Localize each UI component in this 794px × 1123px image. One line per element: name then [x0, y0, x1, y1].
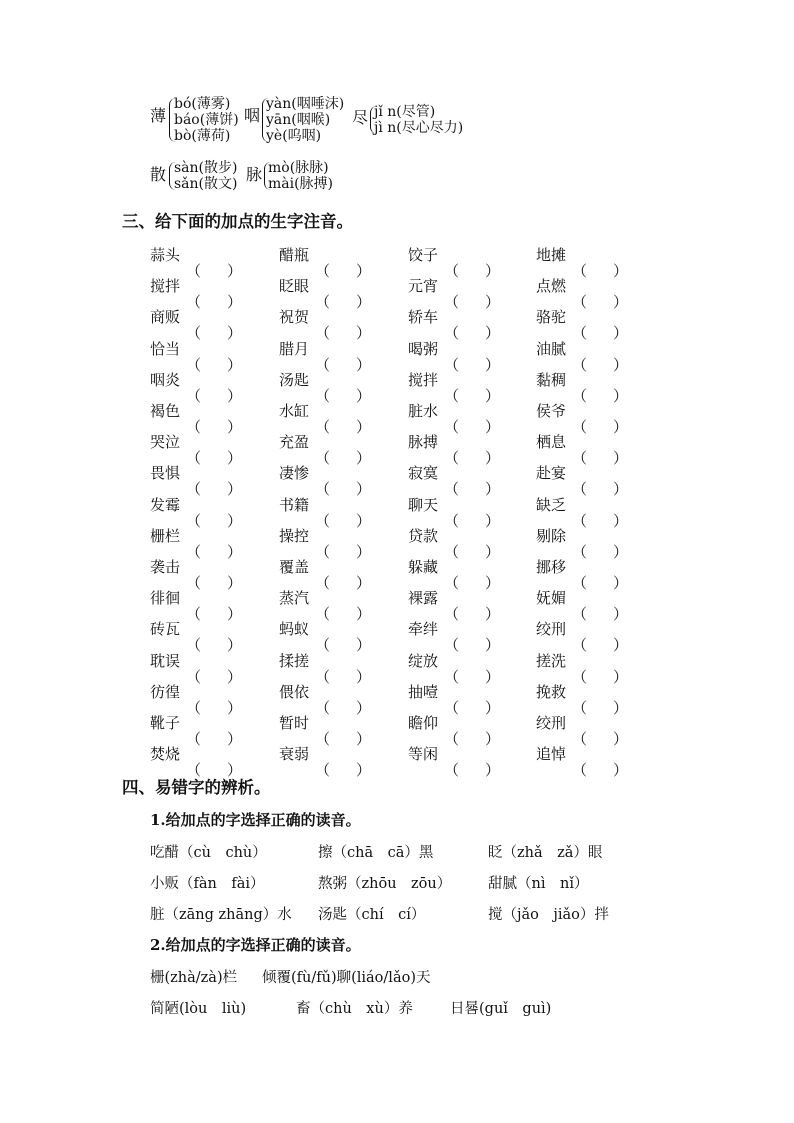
word-text: 衰弱 — [279, 745, 310, 764]
word-text: 蒸汽 — [279, 589, 310, 608]
word-text: 耽误 — [150, 651, 181, 670]
polyphone-char: 尽 — [352, 108, 369, 127]
word-text: 饺子 — [408, 246, 439, 264]
word-text: 绞刑 — [536, 714, 567, 732]
word-text: 发霉 — [150, 495, 181, 514]
word-item — [279, 743, 371, 764]
word-item — [536, 494, 628, 515]
word-text: 缺乏 — [536, 495, 567, 514]
word-item — [279, 244, 371, 265]
word-item — [150, 462, 242, 483]
word-text: 黏稠 — [536, 370, 567, 389]
word-text: 搅拌 — [150, 277, 181, 296]
word-text: 追悼 — [536, 745, 567, 764]
word-item — [150, 556, 242, 577]
question-item: 畜（chù xù）养 — [296, 1001, 413, 1017]
word-item — [536, 244, 628, 265]
word-text: 醋瓶 — [279, 246, 310, 264]
word-text: 赴宴 — [536, 464, 567, 483]
word-text: 抽噎 — [408, 682, 439, 701]
reading: yān(咽喉) — [266, 112, 331, 128]
section-3-title: 三、给下面的加点的生字注音。 — [122, 212, 353, 231]
polyphone-char: 脉 — [246, 165, 263, 184]
word-text: 躲藏 — [408, 558, 439, 576]
word-text: 牵绊 — [408, 620, 439, 639]
word-text: 妩媚 — [536, 589, 567, 608]
reading: jǐ n(尽管) — [374, 104, 436, 120]
word-text: 充盈 — [279, 433, 310, 452]
word-text: 骆驼 — [536, 308, 567, 327]
word-item — [408, 525, 500, 546]
word-item — [150, 244, 242, 265]
reading: yàn(咽唾沫) — [266, 96, 345, 112]
word-item — [150, 369, 242, 390]
word-item — [536, 306, 628, 327]
word-item — [150, 431, 242, 452]
question-item: 脏（zāng zhāng）水 — [150, 907, 292, 923]
word-item — [279, 587, 371, 608]
word-text: 裸露 — [408, 589, 439, 608]
word-text: 汤匙 — [279, 370, 310, 389]
question-1-title: 1.给加点的字选择正确的读音。 — [150, 811, 361, 829]
word-item — [408, 400, 500, 421]
word-item — [536, 587, 628, 608]
word-item — [408, 712, 500, 733]
word-text: 栖息 — [536, 433, 567, 452]
word-item — [279, 400, 371, 421]
word-text: 油腻 — [536, 339, 567, 358]
word-item — [279, 275, 371, 296]
word-text: 徘徊 — [150, 589, 181, 608]
question-item: 搅（jǎo jiǎo）拌 — [488, 907, 609, 923]
question-item: 吃醋（cù chù） — [150, 845, 267, 861]
word-text: 袭击 — [150, 558, 181, 576]
word-item — [279, 618, 371, 639]
word-item — [279, 462, 371, 483]
word-item — [408, 306, 500, 327]
word-item — [536, 369, 628, 390]
word-item — [536, 431, 628, 452]
word-text: 眨眼 — [279, 277, 310, 296]
word-item — [536, 681, 628, 702]
word-item — [408, 618, 500, 639]
word-text: 寂寞 — [408, 464, 439, 483]
word-item — [279, 338, 371, 359]
word-item — [408, 743, 500, 764]
word-text: 覆盖 — [279, 558, 310, 576]
word-item — [408, 338, 500, 359]
word-item — [150, 681, 242, 702]
word-item — [279, 369, 371, 390]
word-text: 偎依 — [279, 682, 310, 701]
reading: yè(呜咽) — [266, 128, 322, 144]
question-item: 倾覆(fù/fǔ)聊(liáo/lǎo)天 — [262, 970, 431, 986]
word-text: 祝贺 — [279, 308, 310, 327]
word-item — [150, 275, 242, 296]
word-item — [408, 587, 500, 608]
word-text: 聊天 — [408, 495, 439, 514]
word-text: 栅栏 — [150, 526, 181, 545]
word-text: 靴子 — [150, 714, 181, 732]
question-item: 栅(zhà/zà)栏 — [150, 970, 238, 986]
word-item — [408, 650, 500, 671]
reading: mò(脉脉) — [268, 160, 329, 176]
word-text: 点燃 — [536, 277, 567, 296]
word-item — [408, 275, 500, 296]
question-item: 日晷(guǐ guì) — [450, 1001, 552, 1017]
word-item — [536, 462, 628, 483]
word-item — [536, 712, 628, 733]
word-text: 剔除 — [536, 526, 567, 545]
word-text: 地摊 — [536, 246, 567, 264]
word-text: 搅拌 — [408, 370, 439, 389]
word-item — [150, 618, 242, 639]
word-item — [279, 494, 371, 515]
word-item — [279, 681, 371, 702]
word-text: 焚烧 — [150, 745, 181, 764]
question-item: 简陋(lòu liù) — [150, 1001, 247, 1017]
word-item — [408, 494, 500, 515]
word-item — [536, 556, 628, 577]
reading: jì n(尽心尽力) — [374, 120, 464, 136]
word-item — [536, 400, 628, 421]
word-text: 凄惨 — [279, 464, 310, 483]
reading: bò(薄荷) — [174, 128, 231, 144]
reading: báo(薄饼) — [174, 112, 239, 128]
word-text: 瞻仰 — [408, 714, 439, 732]
word-text: 挽救 — [536, 682, 567, 701]
word-text: 挪移 — [536, 558, 567, 576]
word-text: 书籍 — [279, 495, 310, 514]
word-item — [536, 650, 628, 671]
section-4-title: 四、易错字的辨析。 — [122, 778, 271, 797]
reading: sǎn(散文) — [174, 176, 238, 192]
word-text: 砖瓦 — [150, 620, 181, 639]
word-text: 蚂蚁 — [279, 620, 310, 639]
word-text: 侯爷 — [536, 402, 567, 420]
word-item — [536, 743, 628, 764]
word-text: 咽炎 — [150, 370, 181, 389]
word-item — [150, 712, 242, 733]
word-text: 哭泣 — [150, 433, 181, 452]
word-item — [408, 462, 500, 483]
word-item — [408, 244, 500, 265]
word-item — [150, 338, 242, 359]
polyphone-char: 薄 — [150, 106, 167, 125]
word-item — [408, 431, 500, 452]
question-item: 眨（zhǎ zǎ）眼 — [488, 845, 603, 861]
word-text: 腊月 — [279, 339, 310, 358]
word-item — [279, 712, 371, 733]
reading: sàn(散步) — [174, 160, 238, 176]
question-item: 汤匙（chí cí） — [318, 907, 426, 923]
word-item — [536, 525, 628, 546]
question-item: 甜腻（nì nǐ） — [488, 876, 589, 892]
word-text: 彷徨 — [150, 682, 181, 701]
word-text: 商贩 — [150, 308, 181, 327]
question-item: 熬粥（zhōu zōu） — [318, 876, 452, 892]
word-item — [279, 306, 371, 327]
word-text: 轿车 — [408, 308, 439, 327]
word-item — [150, 525, 242, 546]
word-text: 蒜头 — [150, 246, 181, 264]
question-2-title: 2.给加点的字选择正确的读音。 — [150, 936, 361, 954]
word-item — [279, 556, 371, 577]
word-text: 暂时 — [279, 714, 310, 732]
word-text: 贷款 — [408, 526, 439, 545]
word-item — [279, 525, 371, 546]
word-text: 绞刑 — [536, 620, 567, 639]
word-item — [150, 400, 242, 421]
word-item — [408, 369, 500, 390]
word-text: 喝粥 — [408, 339, 439, 358]
word-item — [150, 494, 242, 515]
word-text: 恰当 — [150, 339, 181, 358]
word-item — [536, 618, 628, 639]
reading: mài(脉搏) — [268, 176, 334, 192]
question-item: 擦（chā cā）黑 — [318, 845, 434, 861]
word-text: 揉搓 — [279, 651, 310, 670]
word-text: 脏水 — [408, 402, 439, 420]
word-text: 元宵 — [408, 277, 439, 296]
polyphone-char: 咽 — [244, 106, 261, 125]
word-text: 畏惧 — [150, 464, 181, 483]
word-item — [150, 587, 242, 608]
polyphone-char: 散 — [150, 165, 167, 184]
word-item — [279, 431, 371, 452]
word-item — [279, 650, 371, 671]
reading: bó(薄雾) — [174, 96, 231, 112]
question-item: 小贩（fàn fài） — [150, 876, 265, 892]
word-item — [408, 556, 500, 577]
word-text: 操控 — [279, 526, 310, 545]
word-item — [150, 650, 242, 671]
word-text: 绽放 — [408, 651, 439, 670]
word-text: 褐色 — [150, 402, 181, 420]
word-text: 等闲 — [408, 745, 439, 764]
word-text: 搓洗 — [536, 651, 567, 670]
word-item — [408, 681, 500, 702]
word-item — [536, 275, 628, 296]
word-item — [536, 338, 628, 359]
word-text: 脉搏 — [408, 433, 439, 452]
word-item — [150, 306, 242, 327]
word-text: 水缸 — [279, 402, 310, 420]
word-item — [150, 743, 242, 764]
